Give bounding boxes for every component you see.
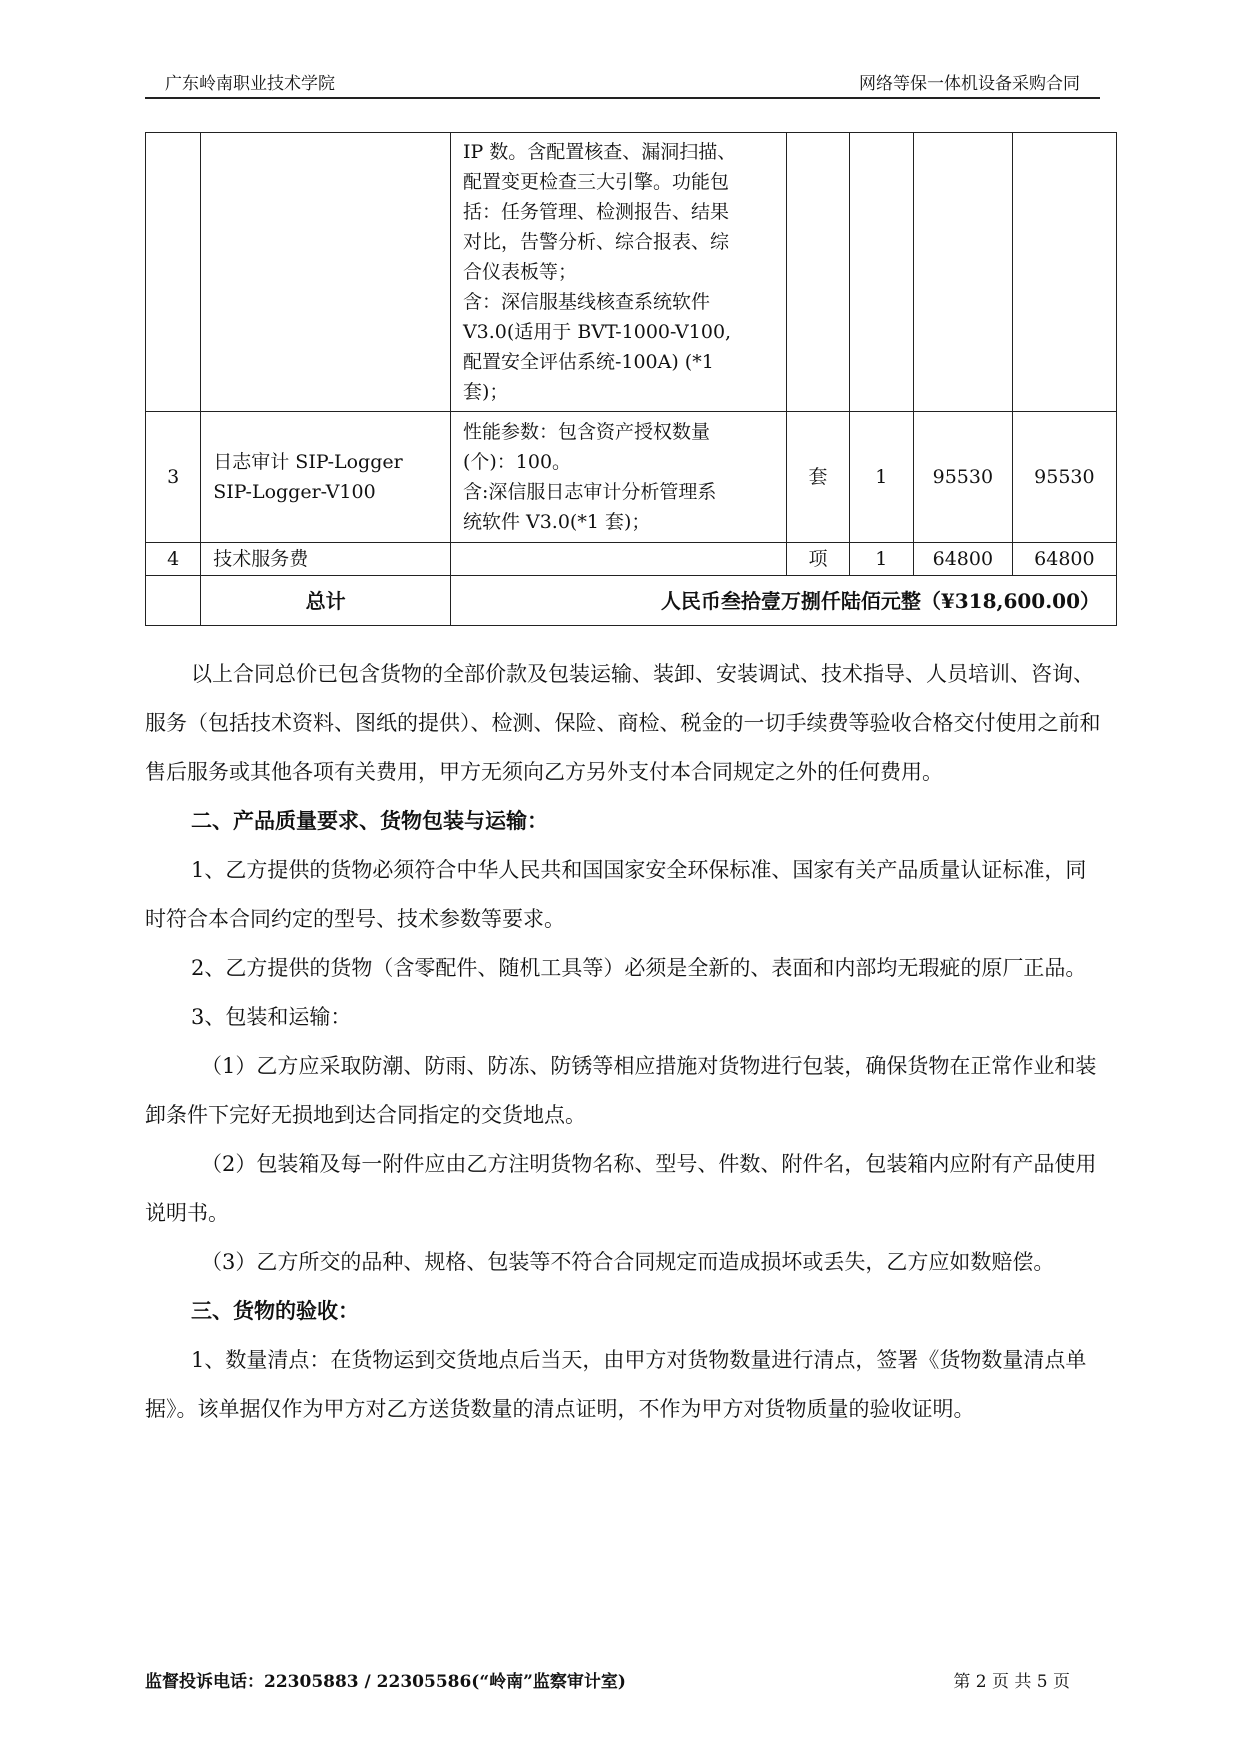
cell-spec	[450, 412, 786, 543]
paragraph-new-goods: 2、乙方提供的货物（含零配件、随机工具等）必须是全新的、表面和内部均无瑕疵的原厂正品。	[191, 956, 1087, 980]
cell-name	[201, 412, 451, 543]
page-header	[145, 63, 1100, 99]
paragraph-packaging-1: （1）乙方应采取防潮、防雨、防冻、防锈等相应措施对货物进行包装，确保货物在正常作业和装卸条件下完好无损地到达合同指定的交货地点。	[145, 1054, 1097, 1127]
header-institution: 广东岭南职业技术学院	[165, 74, 335, 94]
cell-total	[1012, 133, 1116, 412]
cell-qty	[849, 133, 913, 412]
spec-line: IP 数。含配置核查、漏洞扫描、	[462, 141, 737, 163]
cell-price: 95530	[913, 412, 1012, 543]
cell-spec	[450, 133, 786, 412]
spec-line: 括：任务管理、检测报告、结果	[462, 201, 729, 223]
paragraph-price-scope: 以上合同总价已包含货物的全部价款及包装运输、装卸、安装调试、技术指导、人员培训、咨询、服务（包括技术资料、图纸的提供）、检测、保险、商检、税金的一切手续费等验收合格交付使用之前和售后服务或其他各项有关费用，甲方无须向乙方另外支付本合同规定之外的任何费用。	[145, 662, 1101, 784]
table-row	[146, 543, 1117, 576]
total-amount: 人民币叁拾壹万捌仟陆佰元整（¥318,600.00）	[450, 576, 1116, 626]
paragraph-packaging-2: （2）包装箱及每一附件应由乙方注明货物名称、型号、件数、附件名，包装箱内应附有产品使用说明书。	[145, 1152, 1097, 1225]
spec-line: (个)：100。	[462, 451, 572, 473]
cell-no: 3	[146, 412, 201, 543]
cell-unit: 套	[787, 412, 849, 543]
spec-line: 性能参数：包含资产授权数量	[462, 421, 710, 443]
spec-line: V3.0(适用于 BVT-1000-V100,	[462, 321, 732, 343]
cell-unit	[787, 133, 849, 412]
section-heading-acceptance: 三、货物的验收：	[191, 1299, 359, 1323]
paragraph-packaging-3: （3）乙方所交的品种、规格、包装等不符合合同规定而造成损坏或丢失，乙方应如数赔偿。	[201, 1250, 1055, 1274]
spec-line: 配置变更检查三大引擎。功能包	[462, 171, 729, 193]
paragraph-quantity-check: 1、数量清点：在货物运到交货地点后当天，由甲方对货物数量进行清点，签署《货物数量清点单据》。该单据仅作为甲方对乙方送货数量的清点证明，不作为甲方对货物质量的验收证明。	[145, 1348, 1087, 1421]
spec-line: 统软件 V3.0(*1 套)；	[462, 511, 651, 533]
name-line: 日志审计 SIP-Logger	[213, 451, 403, 473]
cell-name	[201, 133, 451, 412]
cell-no	[146, 133, 201, 412]
spec-line: 套)；	[462, 381, 509, 403]
cell-no: 4	[146, 543, 201, 576]
contract-body	[145, 650, 1105, 1434]
spec-line: 配置安全评估系统-100A) (*1	[462, 351, 714, 373]
paragraph-quality-standard: 1、乙方提供的货物必须符合中华人民共和国国家安全环保标准、国家有关产品质量认证标准，同时符合本合同约定的型号、技术参数等要求。	[145, 858, 1087, 931]
table-row	[146, 412, 1117, 543]
section-heading-quality: 二、产品质量要求、货物包装与运输：	[191, 809, 548, 833]
cell-qty: 1	[849, 412, 913, 543]
cell-qty: 1	[849, 543, 913, 576]
cell-price: 64800	[913, 543, 1012, 576]
page-number: 第 2 页 共 5 页	[953, 1672, 1070, 1692]
spec-line: 合仪表板等；	[462, 261, 577, 283]
cell-no	[146, 576, 201, 626]
header-document-title: 网络等保一体机设备采购合同	[859, 74, 1080, 94]
cell-total: 95530	[1012, 412, 1116, 543]
items-table	[145, 132, 1117, 626]
cell-total: 64800	[1012, 543, 1116, 576]
total-label: 总计	[201, 576, 451, 626]
total-row	[146, 576, 1117, 626]
spec-line: 含：深信服基线核查系统软件	[462, 291, 710, 313]
name-line: SIP-Logger-V100	[213, 481, 376, 503]
cell-spec	[450, 543, 786, 576]
paragraph-packaging-title: 3、包装和运输：	[191, 1005, 352, 1029]
cell-name: 技术服务费	[201, 543, 451, 576]
spec-line: 含:深信服日志审计分析管理系	[462, 481, 717, 503]
cell-price	[913, 133, 1012, 412]
table-row	[146, 133, 1117, 412]
cell-unit: 项	[787, 543, 849, 576]
spec-line: 对比，告警分析、综合报表、综	[462, 231, 729, 253]
complaint-hotline: 监督投诉电话：22305883 / 22305586(“岭南”监察审计室)	[145, 1672, 626, 1692]
